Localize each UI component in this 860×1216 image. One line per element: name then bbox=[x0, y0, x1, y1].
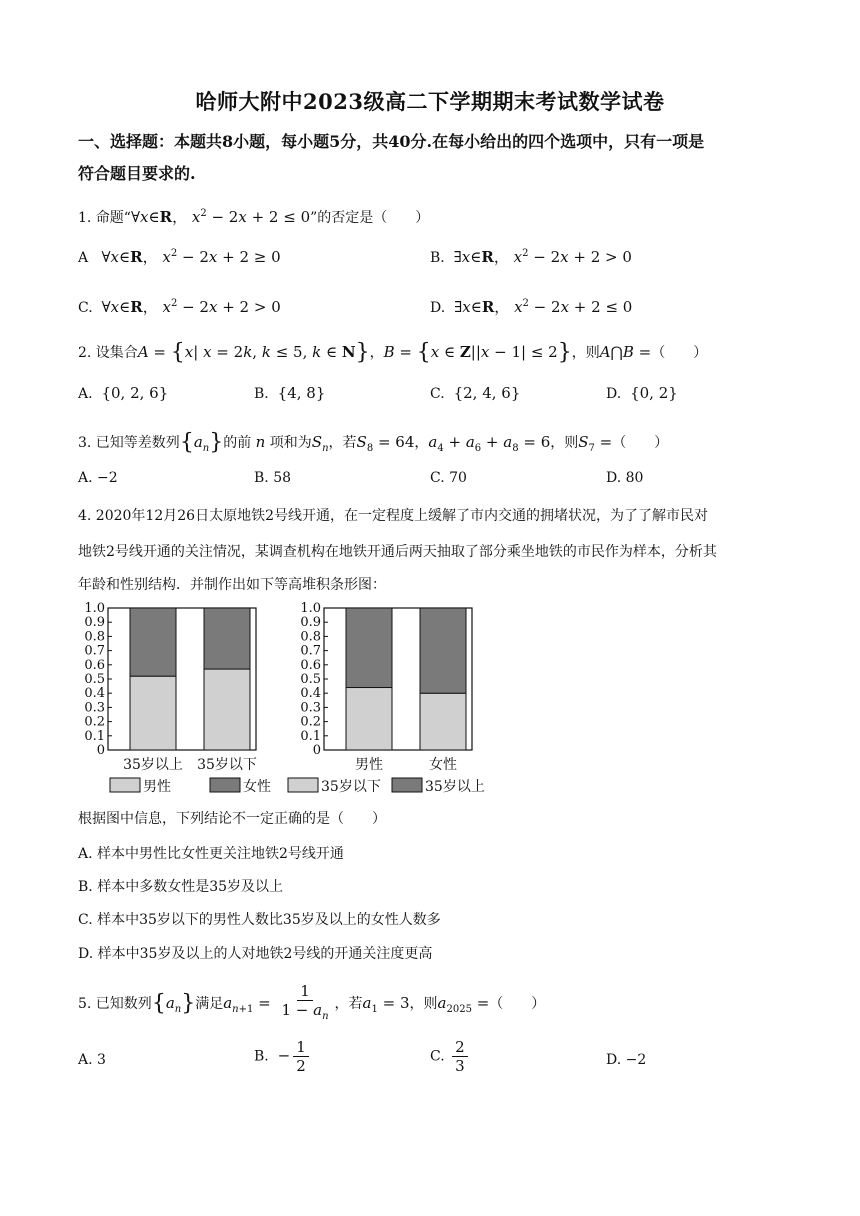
q2-option-d-label: D. bbox=[606, 386, 622, 402]
chart-2-bar-2-segment-2 bbox=[420, 608, 466, 693]
chart-2-ytick-label: 0.3 bbox=[300, 700, 321, 716]
q2-stem-c: （ ） bbox=[651, 345, 708, 361]
question-4-option-b: B. 样本中多数女性是35岁及以上 bbox=[78, 879, 284, 895]
q2-intersection: A bbox=[599, 343, 611, 361]
chart-2-ytick-label: 0.9 bbox=[300, 615, 321, 631]
question-4-option-c: C. 样本中35岁以下的男性人数比35岁及以上的女性人数多 bbox=[78, 912, 441, 928]
page-title: 哈师大附中2023级高二下学期期末考试数学试卷 bbox=[195, 89, 665, 114]
q2-stem-b: ，则 bbox=[571, 345, 600, 361]
q5-stem-a: 5. 已知数列 bbox=[78, 996, 152, 1012]
chart-1-category-label: 35岁以下 bbox=[197, 757, 257, 773]
question-4-line3: 年龄和性别结构．并制作出如下等高堆积条形图： bbox=[78, 577, 386, 593]
q3-stem-b: 的前 bbox=[223, 435, 252, 451]
question-1-option-b: B. ∃x∈R， $x^2 - 2x + 2 > 0$ bbox=[430, 248, 632, 266]
stacked-bar-charts bbox=[78, 600, 518, 800]
chart-1-bar-1-segment-1 bbox=[130, 676, 176, 750]
chart-1-ytick-label: 0 bbox=[96, 743, 105, 758]
chart-2-ytick-label: 0.4 bbox=[300, 686, 321, 702]
chart-1-legend-label: 男性 bbox=[143, 779, 171, 795]
chart-1-legend-swatch bbox=[210, 778, 240, 792]
q5-a1: $a_1 = 3$ bbox=[362, 994, 410, 1015]
chart-1-bar-2-segment-2 bbox=[204, 608, 250, 669]
chart-2-ytick-label: 0.1 bbox=[300, 728, 321, 744]
q5-seq: $\{a_n\}$ bbox=[151, 991, 196, 1016]
question-1-option-a: A ∀x∈R， $x^2 - 2x + 2 \ge 0$ bbox=[78, 248, 281, 266]
question-4-line1: 4. 2020年12月26日太原地铁2号线开通，在一定程度上缓解了市内交通的拥堵状况，为了了解市民对 bbox=[78, 508, 708, 524]
chart-1-category-label: 35岁以上 bbox=[123, 757, 183, 773]
q5-recurrence: $a_{n+1}$ = $\frac{1}{1 - a_n}$ bbox=[223, 982, 329, 1022]
chart-2-ytick-label: 0.7 bbox=[300, 643, 321, 659]
q2-equals: = bbox=[633, 343, 652, 361]
q5-a2025: $a_{2025}$ = bbox=[437, 994, 490, 1015]
chart-1-ytick-label: 0.2 bbox=[84, 714, 105, 730]
chart-1-bar-2-segment-1 bbox=[204, 669, 250, 750]
chart-2-ytick-label: 0.2 bbox=[300, 714, 321, 730]
chart-2-ytick-label: 1.0 bbox=[300, 601, 321, 616]
question-1-option-d: D. ∃x∈R， $x^2 - 2x + 2 \le 0$ bbox=[430, 298, 633, 316]
chart-1-ytick-label: 0.3 bbox=[84, 700, 105, 716]
question-5-stem bbox=[78, 982, 545, 1026]
question-1-stem bbox=[78, 206, 429, 227]
chart-2-legend-label: 35岁以上 bbox=[425, 779, 485, 795]
chart-1-ytick-label: 0.7 bbox=[84, 643, 105, 659]
section-heading bbox=[78, 126, 783, 190]
q2-set-b-formula: B = {x ∈ Z||x − 1| ≤ 2} bbox=[383, 340, 572, 365]
question-3-option-a: A. −2 bbox=[78, 470, 118, 486]
q3-sum: $a_4 + a_6 + a_8 = 6$ bbox=[428, 433, 551, 454]
question-4-option-d: D. 样本中35岁及以上的人对地铁2号线的开通关注度更高 bbox=[78, 946, 433, 962]
q2-option-c-label: C. bbox=[430, 386, 445, 402]
chart-2-ytick-label: 0 bbox=[312, 743, 321, 758]
question-4-line2: 地铁2号线开通的关注情况，某调查机构在地铁开通后两天抽取了部分乘坐地铁的市民作为样本，分析其 bbox=[78, 544, 717, 560]
q5-option-c-label: C. bbox=[430, 1048, 445, 1065]
q1-stem-b: ”的否定是（ ） bbox=[310, 210, 430, 226]
q1-option-c-label: C. bbox=[78, 300, 93, 316]
q3-sn: $S_n$ bbox=[311, 433, 329, 454]
section-heading-line1: 一、选择题：本题共8小题，每小题5分，共40分.在每小给出的四个选项中，只有一项是 bbox=[78, 132, 705, 151]
q5-stem-e: （ ） bbox=[489, 996, 546, 1012]
q2-option-b-value: {4, 8} bbox=[277, 384, 326, 402]
question-2-option-d bbox=[606, 384, 678, 402]
chart-1-legend-label: 女性 bbox=[243, 779, 271, 795]
chart-1-ytick-label: 0.9 bbox=[84, 615, 105, 631]
question-2-option-a bbox=[78, 384, 168, 402]
question-5-option-d: D. −2 bbox=[606, 1052, 647, 1068]
q3-stem-c: 项和为 bbox=[269, 435, 312, 451]
chart-1-ytick-label: 0.6 bbox=[84, 657, 105, 673]
question-2-option-c bbox=[430, 384, 520, 402]
q2-option-a-label: A. bbox=[78, 386, 93, 402]
q1-formula: ∀x∈R， $x^2 - 2x + 2 \le 0$ bbox=[130, 208, 311, 226]
chart-1-bar-1-segment-2 bbox=[130, 608, 176, 676]
q2-set-a-formula: A = {x| x = 2k, k ≤ 5, k ∈ N} bbox=[137, 340, 370, 365]
chart-1-ytick-label: 0.4 bbox=[84, 686, 105, 702]
section-heading-line2: 符合题目要求的. bbox=[78, 164, 196, 183]
question-5-option-b: B. − $\frac{1}{2}$ bbox=[254, 1038, 312, 1075]
q2-option-d-value: {0, 2} bbox=[630, 384, 678, 402]
question-3-stem: 3. 已知等差数列$\{a_n\}$的前 n 项和为$S_n$，若$S_8 = 64$，$a_4 + a_6 + a_8 = 6$，则$S_7$ =（ ） bbox=[78, 430, 669, 455]
q3-stem-e: ，则 bbox=[550, 435, 579, 451]
q5-stem-d: ，则 bbox=[409, 996, 438, 1012]
question-1-option-c: C. ∀x∈R， $x^2 - 2x + 2 > 0$ bbox=[78, 298, 281, 316]
chart-2-ytick-label: 0.5 bbox=[300, 672, 321, 687]
q3-stem-f: （ ） bbox=[612, 435, 669, 451]
q5-stem-c: ，若 bbox=[334, 996, 363, 1012]
chart-1-ytick-label: 0.5 bbox=[84, 672, 105, 687]
q3-n: n bbox=[255, 433, 266, 451]
chart-2-bar-1-segment-2 bbox=[346, 608, 392, 688]
q5-option-b-label: B. bbox=[254, 1048, 269, 1065]
q1-option-d-label: D. bbox=[430, 300, 446, 316]
chart-2-category-label: 男性 bbox=[355, 757, 383, 773]
q1-option-a-label: A bbox=[78, 250, 89, 266]
question-3-option-b: B. 58 bbox=[254, 470, 292, 486]
q3-s7: $S_7$ = bbox=[578, 433, 613, 454]
question-4-prompt: 根据图中信息，下列结论不一定正确的是（ ） bbox=[78, 811, 386, 827]
question-3-option-c: C. 70 bbox=[430, 470, 467, 486]
q1-option-b-label: B. bbox=[430, 250, 445, 266]
chart-2-legend-swatch bbox=[392, 778, 422, 792]
q2-option-a-value: {0, 2, 6} bbox=[101, 384, 169, 402]
chart-2-legend-swatch bbox=[288, 778, 318, 792]
q3-seq: $\{a_n\}$ bbox=[179, 430, 224, 455]
chart-2-bar-1-segment-1 bbox=[346, 688, 392, 750]
q2-b-symbol: B bbox=[622, 343, 634, 361]
chart-1-ytick-label: 0.1 bbox=[84, 728, 105, 744]
question-5-option-a: A. 3 bbox=[78, 1052, 106, 1068]
chart-2-category-label: 女性 bbox=[429, 757, 457, 773]
chart-1-ytick-label: 0.8 bbox=[84, 629, 105, 645]
question-2-option-b bbox=[254, 384, 325, 402]
chart-1-legend-swatch bbox=[110, 778, 140, 792]
question-5-option-c: C. $\frac{2}{3}$ bbox=[430, 1038, 471, 1075]
chart-2-bar-2-segment-1 bbox=[420, 693, 466, 750]
q3-stem-a: 3. 已知等差数列 bbox=[78, 435, 180, 451]
q2-option-b-label: B. bbox=[254, 386, 269, 402]
q2-option-c-value: {2, 4, 6} bbox=[453, 384, 521, 402]
q1-stem-a: 1. 命题“ bbox=[78, 210, 131, 226]
q5-stem-b: 满足 bbox=[195, 996, 224, 1012]
question-3-option-d: D. 80 bbox=[606, 470, 644, 486]
chart-1-ytick-label: 1.0 bbox=[84, 601, 105, 616]
chart-2-ytick-label: 0.8 bbox=[300, 629, 321, 645]
question-4-option-a: A. 样本中男性比女性更关注地铁2号线开通 bbox=[78, 846, 344, 862]
chart-2-ytick-label: 0.6 bbox=[300, 657, 321, 673]
q3-s8: $S_8 = 64$ bbox=[356, 433, 415, 454]
q2-stem-a: 2. 设集合 bbox=[78, 345, 138, 361]
q3-stem-d: ，若 bbox=[328, 435, 357, 451]
q2-cap-symbol: ⋂ bbox=[610, 343, 623, 361]
question-2-stem: 2. 设集合A = {x| x = 2k, k ≤ 5, k ∈ N}，B = {x ∈ Z||x − 1| ≤ 2}，则A⋂B =（ ） bbox=[78, 340, 708, 365]
chart-2-legend-label: 35岁以下 bbox=[321, 779, 381, 795]
